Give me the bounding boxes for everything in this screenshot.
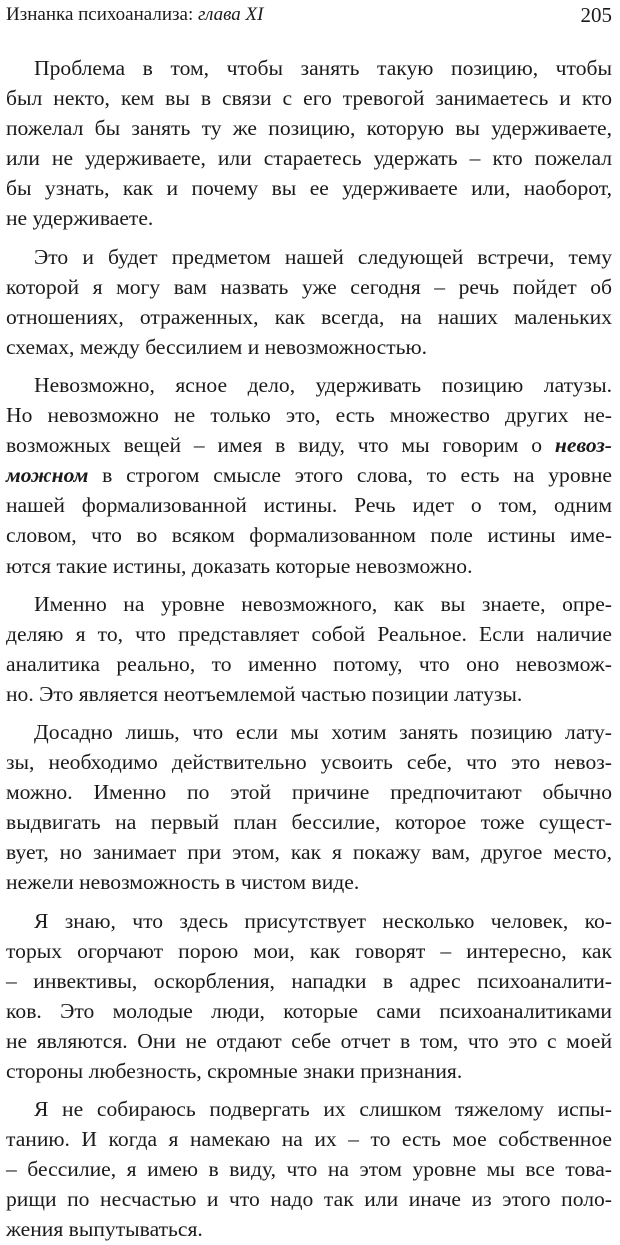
emphasis-text: можном (6, 463, 89, 488)
text-line: Проблема в том, чтобы занять такую позицию, чтобы (34, 56, 612, 80)
text-line: Но невозможно не только это, есть множество других не- (6, 403, 612, 428)
page-number: 205 (580, 3, 612, 27)
text-line: или не удерживаете, или стараетесь удержать – кто пожелал (6, 146, 612, 171)
text-line: – бессилие, я имею в виду, что на этом уровне мы все това- (6, 1157, 612, 1182)
paragraph (6, 906, 612, 1087)
text-line: зы, необходимо действительно усвоить себе, что это невоз- (6, 750, 612, 775)
book-title: Изнанка психоанализа: (6, 4, 198, 25)
text-line: не удерживаете. (6, 206, 154, 231)
text-line: можно. Именно по этой причине предпочитают обычно (6, 780, 612, 805)
paragraph (6, 717, 612, 898)
running-head-title (6, 2, 263, 28)
running-head (6, 2, 612, 28)
text-line: Невозможно, ясное дело, удерживать позицию латузы. (34, 372, 612, 397)
text-line: ков. Это молодые люди, которые сами психоаналитиками (6, 998, 612, 1023)
text-line: – инвективы, оскорбления, нападки в адрес психоаналити- (6, 968, 612, 993)
text-line: отношениях, отраженных, как всегда, на наших маленьких (6, 304, 612, 329)
text-line: словом, что во всяком формализованном поле истины име- (6, 523, 612, 548)
text-line: был некто, кем вы в связи с его тревогой занимаетесь и кто (6, 86, 612, 111)
text-line: рищи по несчастью и что надо так или иначе из этого поло- (6, 1187, 612, 1212)
text-segment: возможных вещей – имея в виду, что мы говорим о (6, 433, 555, 458)
paragraph (6, 1094, 612, 1244)
text-line: Я знаю, что здесь присутствует несколько человек, ко- (34, 908, 612, 933)
text-line: пожелал бы занять ту же позицию, которую вы удерживаете, (6, 116, 612, 141)
text-line (6, 460, 612, 490)
paragraph (6, 242, 612, 362)
text-line: нашей формализованной истины. Речь идет о том, одним (6, 493, 612, 518)
text-line: вует, но занимает при этом, как я покажу вам, другое место, (6, 840, 612, 865)
text-line: не являются. Они не отдают себе отчет в том, что это с моей (6, 1028, 612, 1053)
text-line: аналитика реально, то именно потому, что оно невозмож- (6, 651, 612, 676)
text-line: которой я могу вам назвать уже сегодня – речь пойдет об (6, 274, 612, 299)
body-text (6, 53, 612, 1245)
text-line: ются такие истины, доказать которые невозможно. (6, 553, 473, 578)
emphasis-text: невоз- (554, 433, 612, 458)
text-line: схемах, между бессилием и невозможностью. (6, 334, 428, 359)
chapter-label: глава XI (198, 4, 264, 25)
text-line (6, 430, 612, 460)
paragraph (6, 370, 612, 581)
text-segment: в строгом смысле этого слова, то есть на уровне (88, 463, 612, 488)
paragraph (6, 53, 612, 234)
text-line: стороны любезность, скромные знаки признания. (6, 1059, 463, 1083)
text-line: торых огорчают порою мои, как говорят – интересно, как (6, 938, 612, 963)
paragraph (6, 589, 612, 709)
text-line: Это и будет предметом нашей следующей встречи, тему (34, 244, 612, 269)
text-line: бы узнать, как и почему вы ее удерживаете или, наоборот, (6, 176, 612, 201)
text-line: Досадно лишь, что если мы хотим занять позицию лату- (34, 719, 612, 744)
text-line: нежели невозможность в чистом виде. (6, 870, 360, 895)
text-line: выдвигать на первый план бессилие, которое тоже сущест- (6, 810, 612, 835)
text-line: деляю я то, что представляет собой Реальное. Если наличие (6, 621, 612, 646)
text-line: Я не собираюсь подвергать их слишком тяжелому испы- (34, 1097, 612, 1122)
text-line: жения выпутываться. (6, 1217, 203, 1242)
text-line: танию. И когда я намекаю на их – то есть мое собственное (6, 1127, 612, 1152)
text-line: но. Это является неотъемлемой частью позиции латузы. (6, 681, 523, 706)
text-line: Именно на уровне невозможного, как вы знаете, опре- (34, 591, 612, 616)
